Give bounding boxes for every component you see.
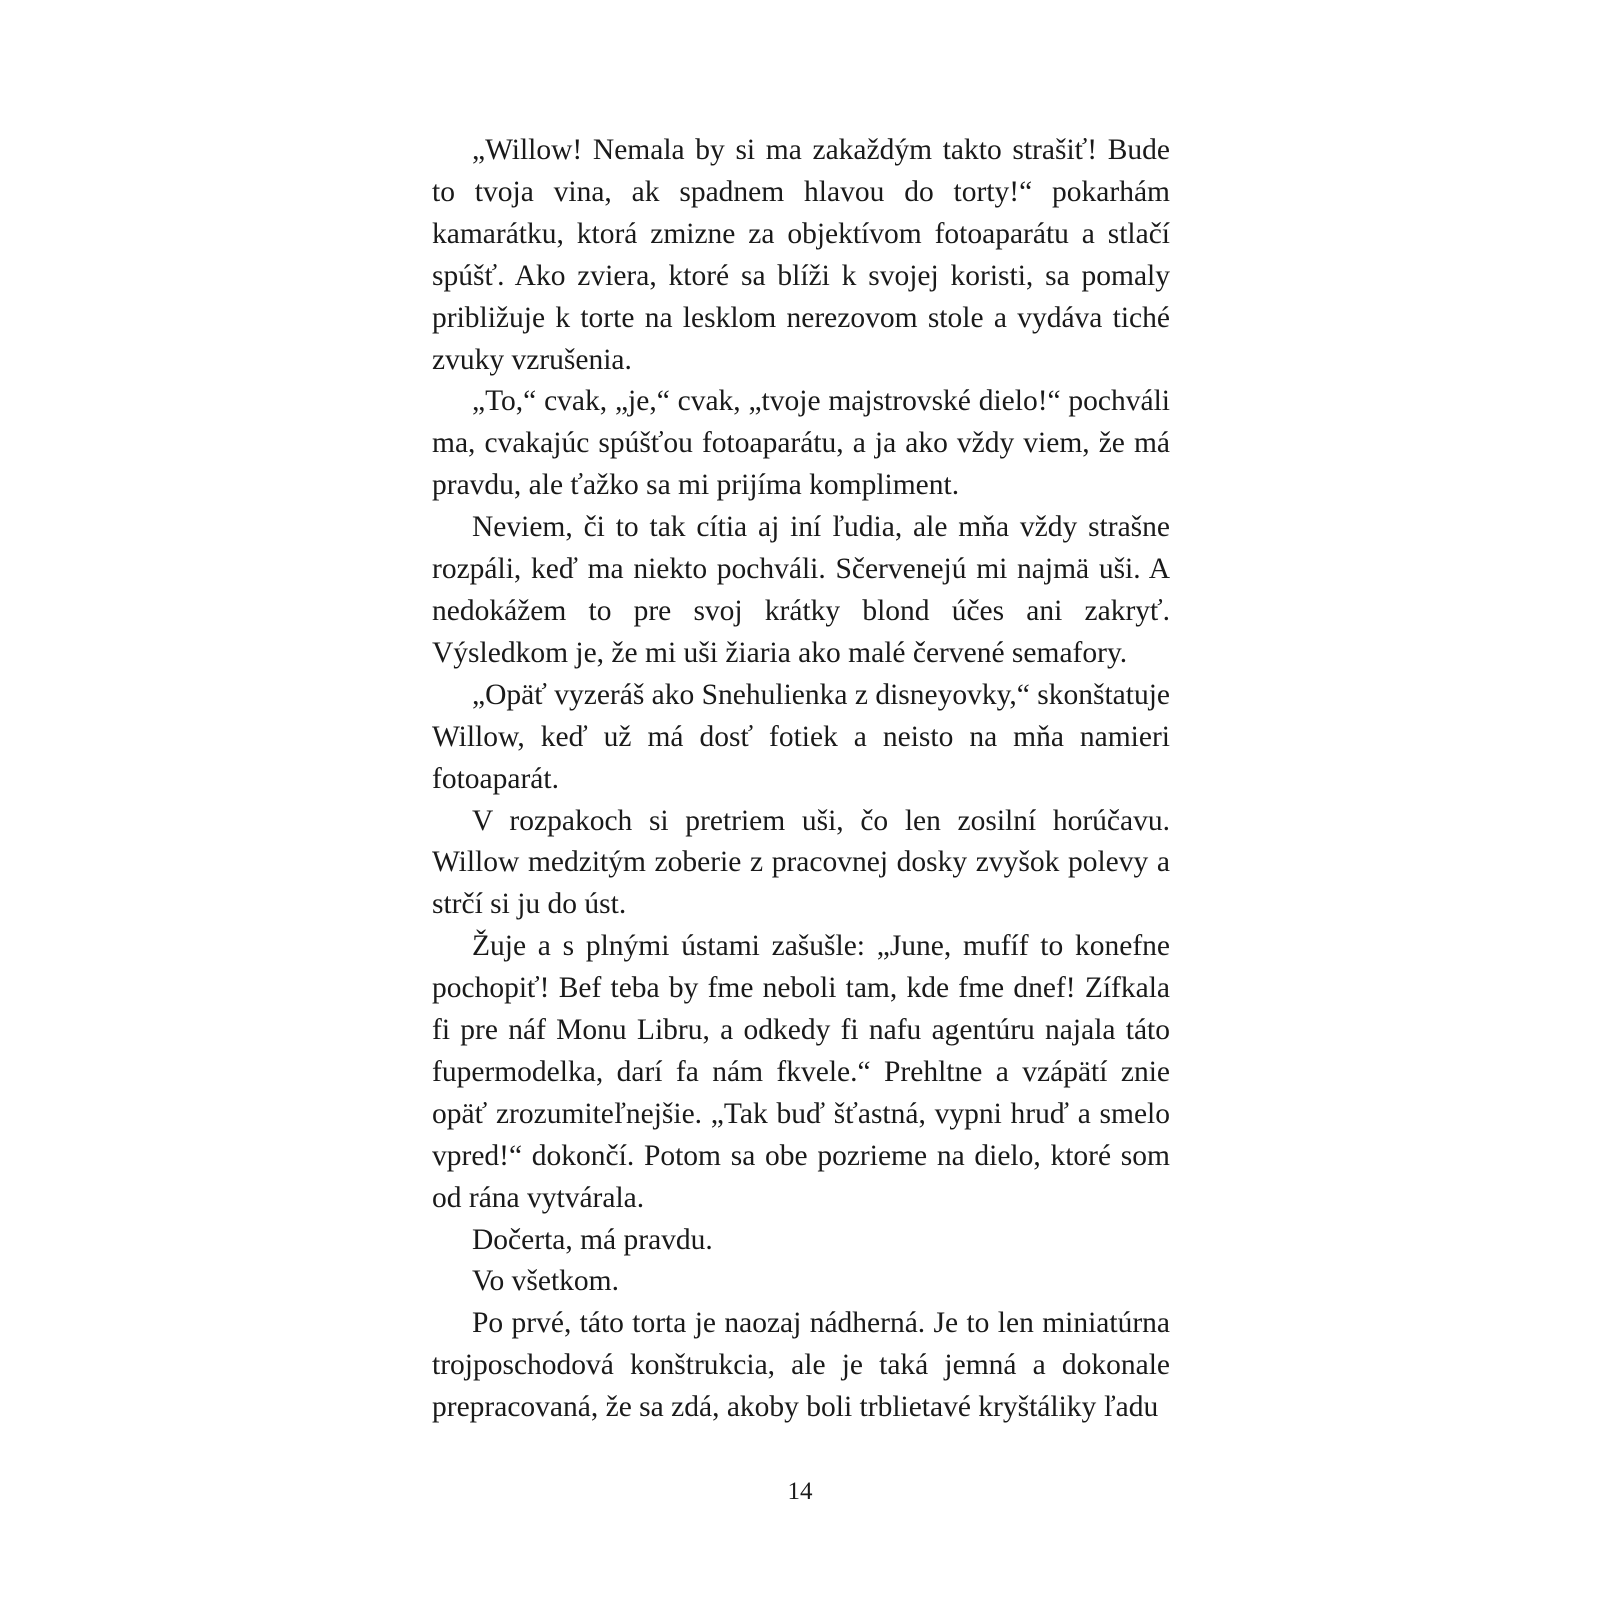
paragraph: V rozpakoch si pretriem uši, čo len zosilní horúčavu. Willow medzitým zoberie z pracovnej dosky zvyšok polevy a strčí si ju do úst.: [432, 804, 1170, 921]
paragraph: Neviem, či to tak cítia aj iní ľudia, ale mňa vždy strašne rozpáli, keď ma niekto pochváli. Sčervenejú mi najmä uši. A nedokážem to pre svoj krátky blond účes ani zakryť. Výsledkom je, že mi uši žiaria ako malé červené semafory.: [432, 511, 1170, 669]
paragraph: „To,“ cvak, „je,“ cvak, „tvoje majstrovské dielo!“ pochváli ma, cvakajúc spúšťou fotoaparátu, a ja ako vždy viem, že má pravdu, ale ťažko sa mi prijíma kompliment.: [432, 385, 1170, 502]
paragraph: „Willow! Nemala by si ma zakaždým takto strašiť! Bude to tvoja vina, ak spadnem hlavou do torty!“ pokarhám kamarátku, ktorá zmizne za objektívom fotoaparátu a stlačí spúšť. Ako zviera, ktoré sa blíži k svojej koristi, sa pomaly približuje k torte na lesklom nerezovom stole a vydáva tiché zvuky vzrušenia.: [432, 134, 1170, 376]
paragraph: Po prvé, táto torta je naozaj nádherná. Je to len miniatúrna trojposchodová konštrukcia, ale je taká jemná a dokonale prepracovaná, že sa zdá, akoby boli trblietavé kryštáliky ľadu: [432, 1307, 1170, 1424]
paragraph: Dočerta, má pravdu.: [472, 1223, 713, 1256]
paragraph: Vo všetkom.: [472, 1265, 619, 1298]
body-text: [432, 130, 1170, 1429]
page-number: 14: [787, 1478, 813, 1505]
paragraph: Žuje a s plnými ústami zašušle: „June, mufíf to konefne pochopiť! Bef teba by fme neboli tam, kde fme dnef! Zífkala fi pre náf Monu Libru, a odkedy fi nafu agentúru najala táto fupermodelka, darí fa nám fkvele.“ Prehltne a vzápätí znie opäť zrozumiteľnejšie. „Tak buď šťastná, vypni hruď a smelo vpred!“ dokončí. Potom sa obe pozrieme na dielo, ktoré som od rána vytvárala.: [432, 930, 1170, 1214]
paragraph: „Opäť vyzeráš ako Snehulienka z disneyovky,“ skonštatuje Willow, keď už má dosť fotiek a neisto na mňa namieri fotoaparát.: [432, 678, 1171, 795]
